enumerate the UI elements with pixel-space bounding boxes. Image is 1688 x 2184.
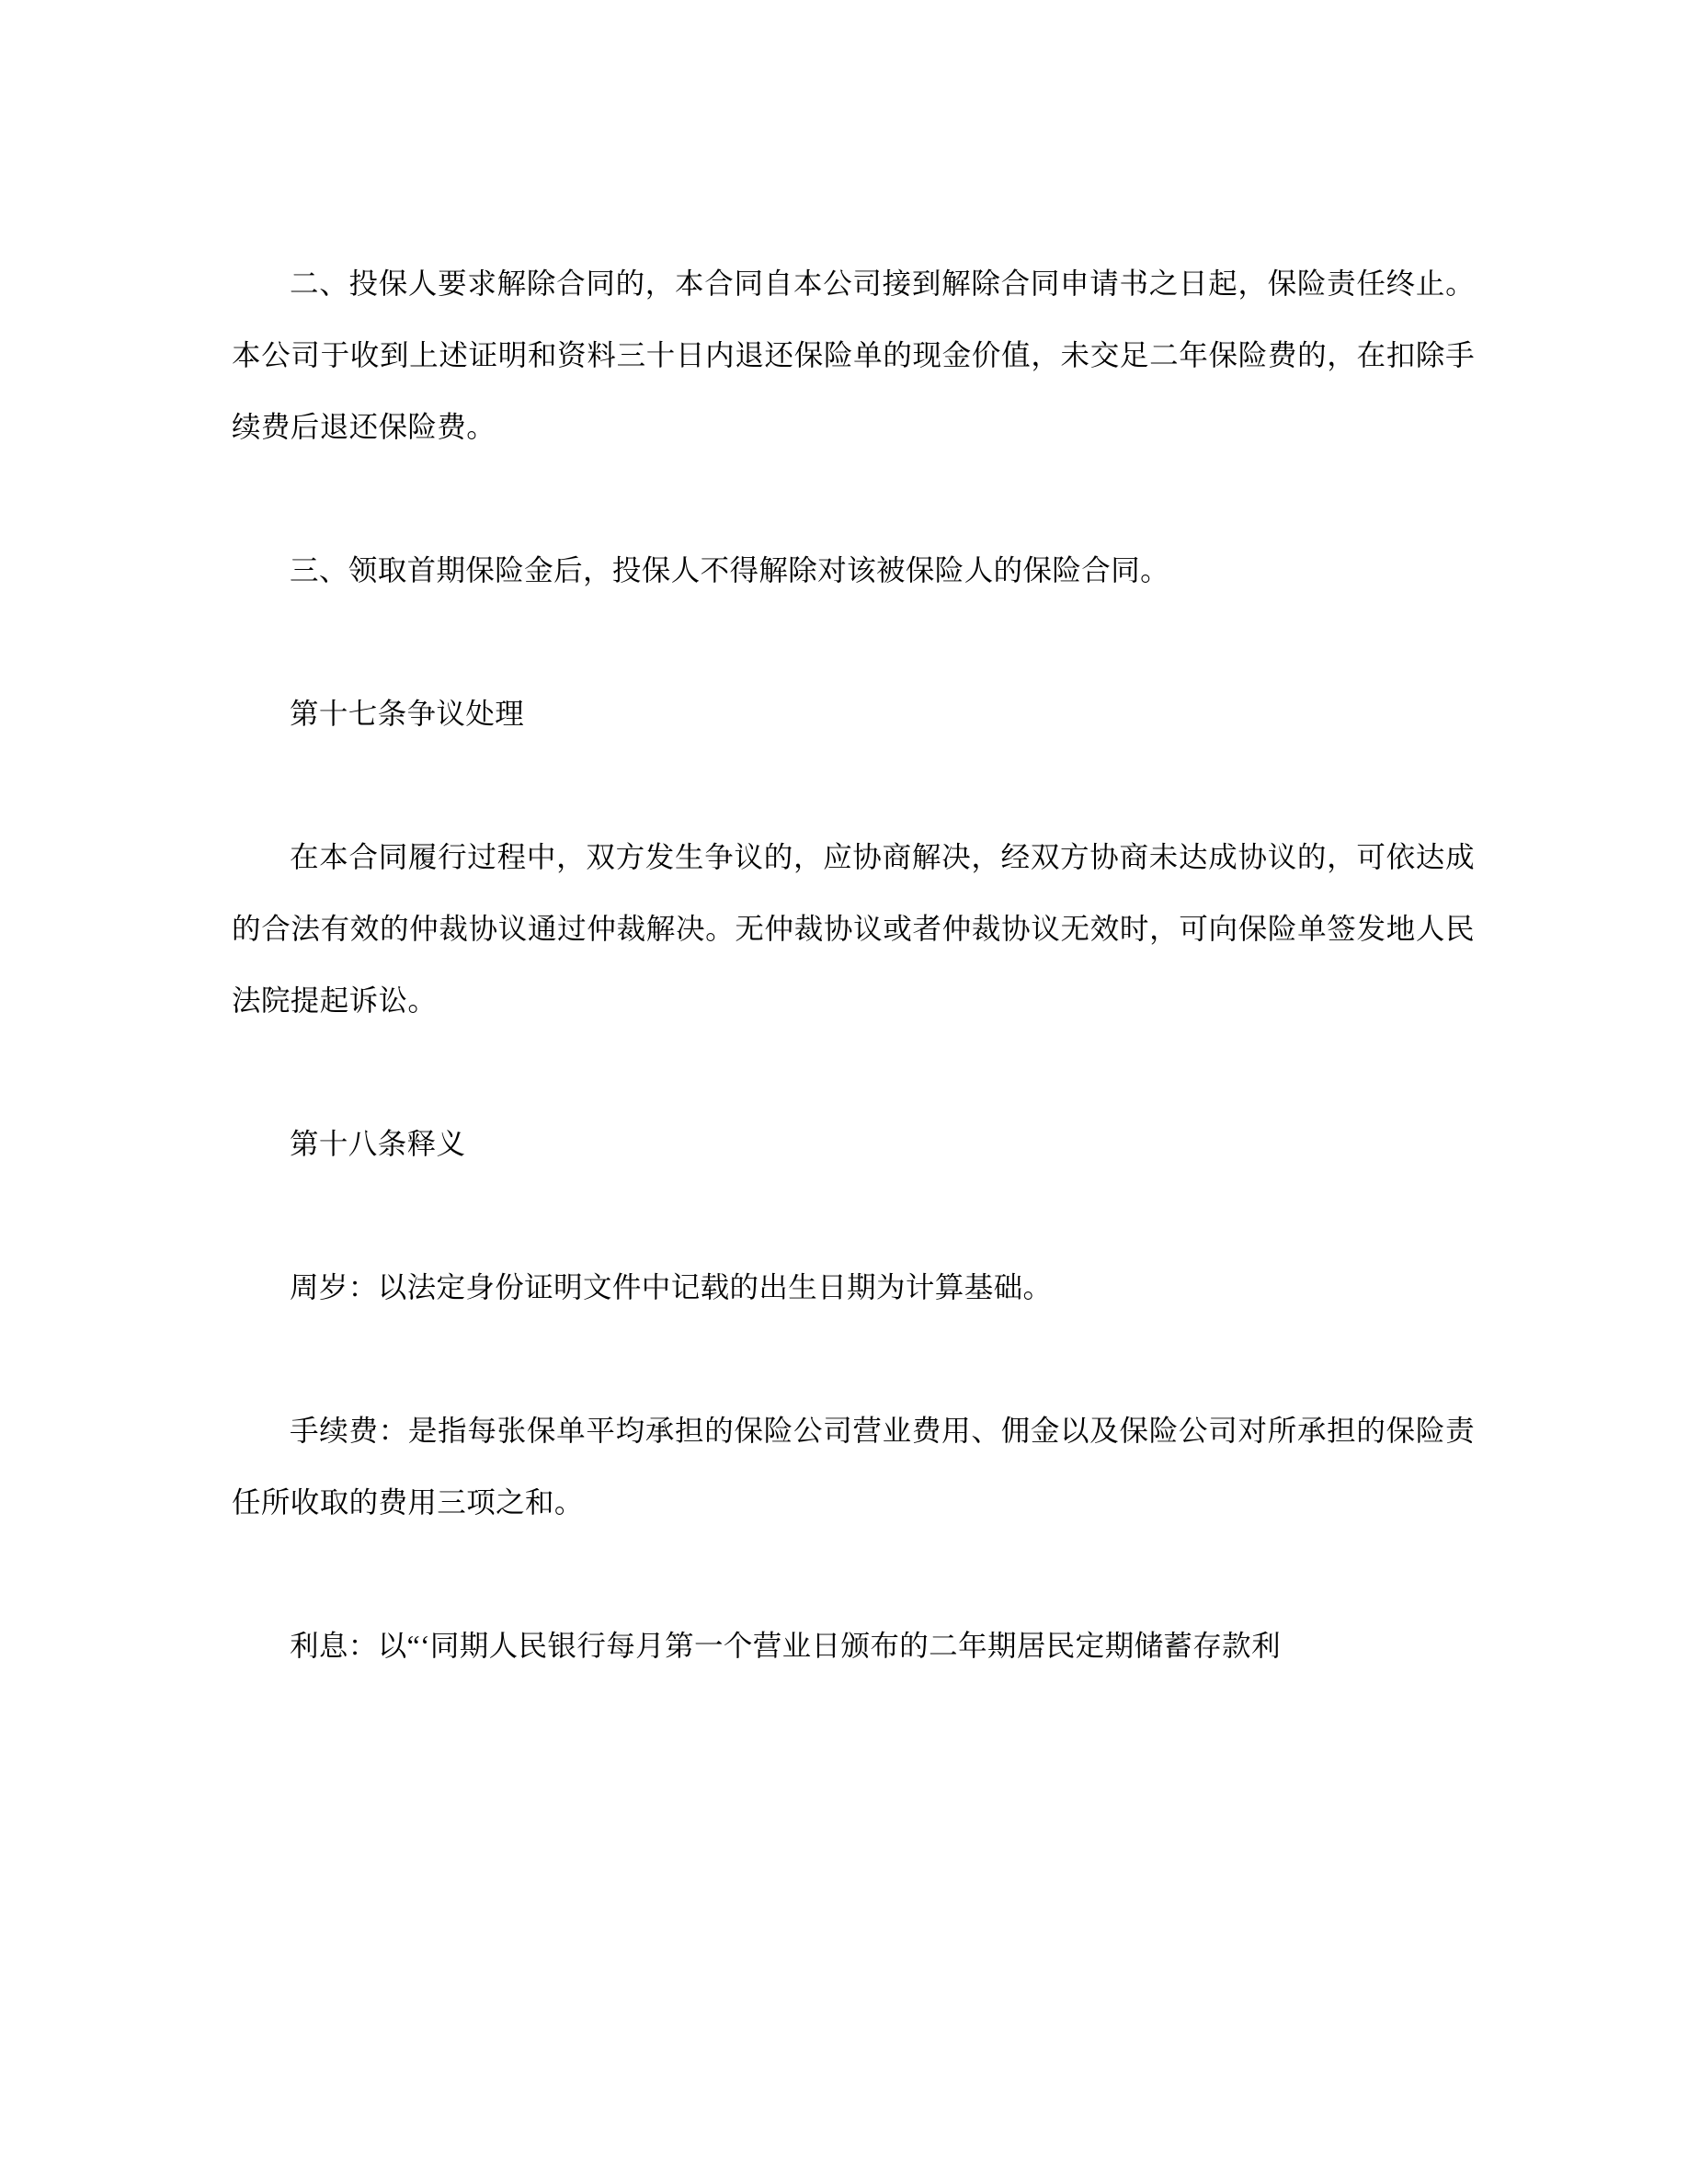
- paragraph-definition-interest: 利息：以“‘同期人民银行每月第一个营业日颁布的二年期居民定期储蓄存款利: [290, 1630, 1281, 1662]
- paragraph-clause-17-body: 在本合同履行过程中，双方发生争议的，应协商解决，经双方协商未达成协议的，可依达成的合法有效的仲裁协议通过仲裁解决。无仲裁协议或者仲裁协议无效时，可向保险单签发地人民法院提起诉讼。: [232, 841, 1475, 1017]
- paragraph-clause-16-item-2: 二、投保人要求解除合同的，本合同自本公司接到解除合同申请书之日起，保险责任终止。本公司于收到上述证明和资料三十日内退还保险单的现金价值，未交足二年保险费的，在扣除手续费后退还保险费。: [232, 267, 1475, 443]
- heading-clause-17: 第十七条争议处理: [290, 698, 525, 730]
- paragraph-clause-16-item-3: 三、领取首期保险金后，投保人不得解除对该被保险人的保险合同。: [290, 554, 1170, 586]
- heading-clause-18: 第十八条释义: [290, 1128, 466, 1160]
- document-body: [232, 248, 1475, 1682]
- paragraph-definition-fee: 手续费：是指每张保单平均承担的保险公司营业费用、佣金以及保险公司对所承担的保险责任所收取的费用三项之和。: [232, 1415, 1475, 1519]
- paragraph-definition-age: 周岁：以法定身份证明文件中记载的出生日期为计算基础。: [290, 1271, 1053, 1303]
